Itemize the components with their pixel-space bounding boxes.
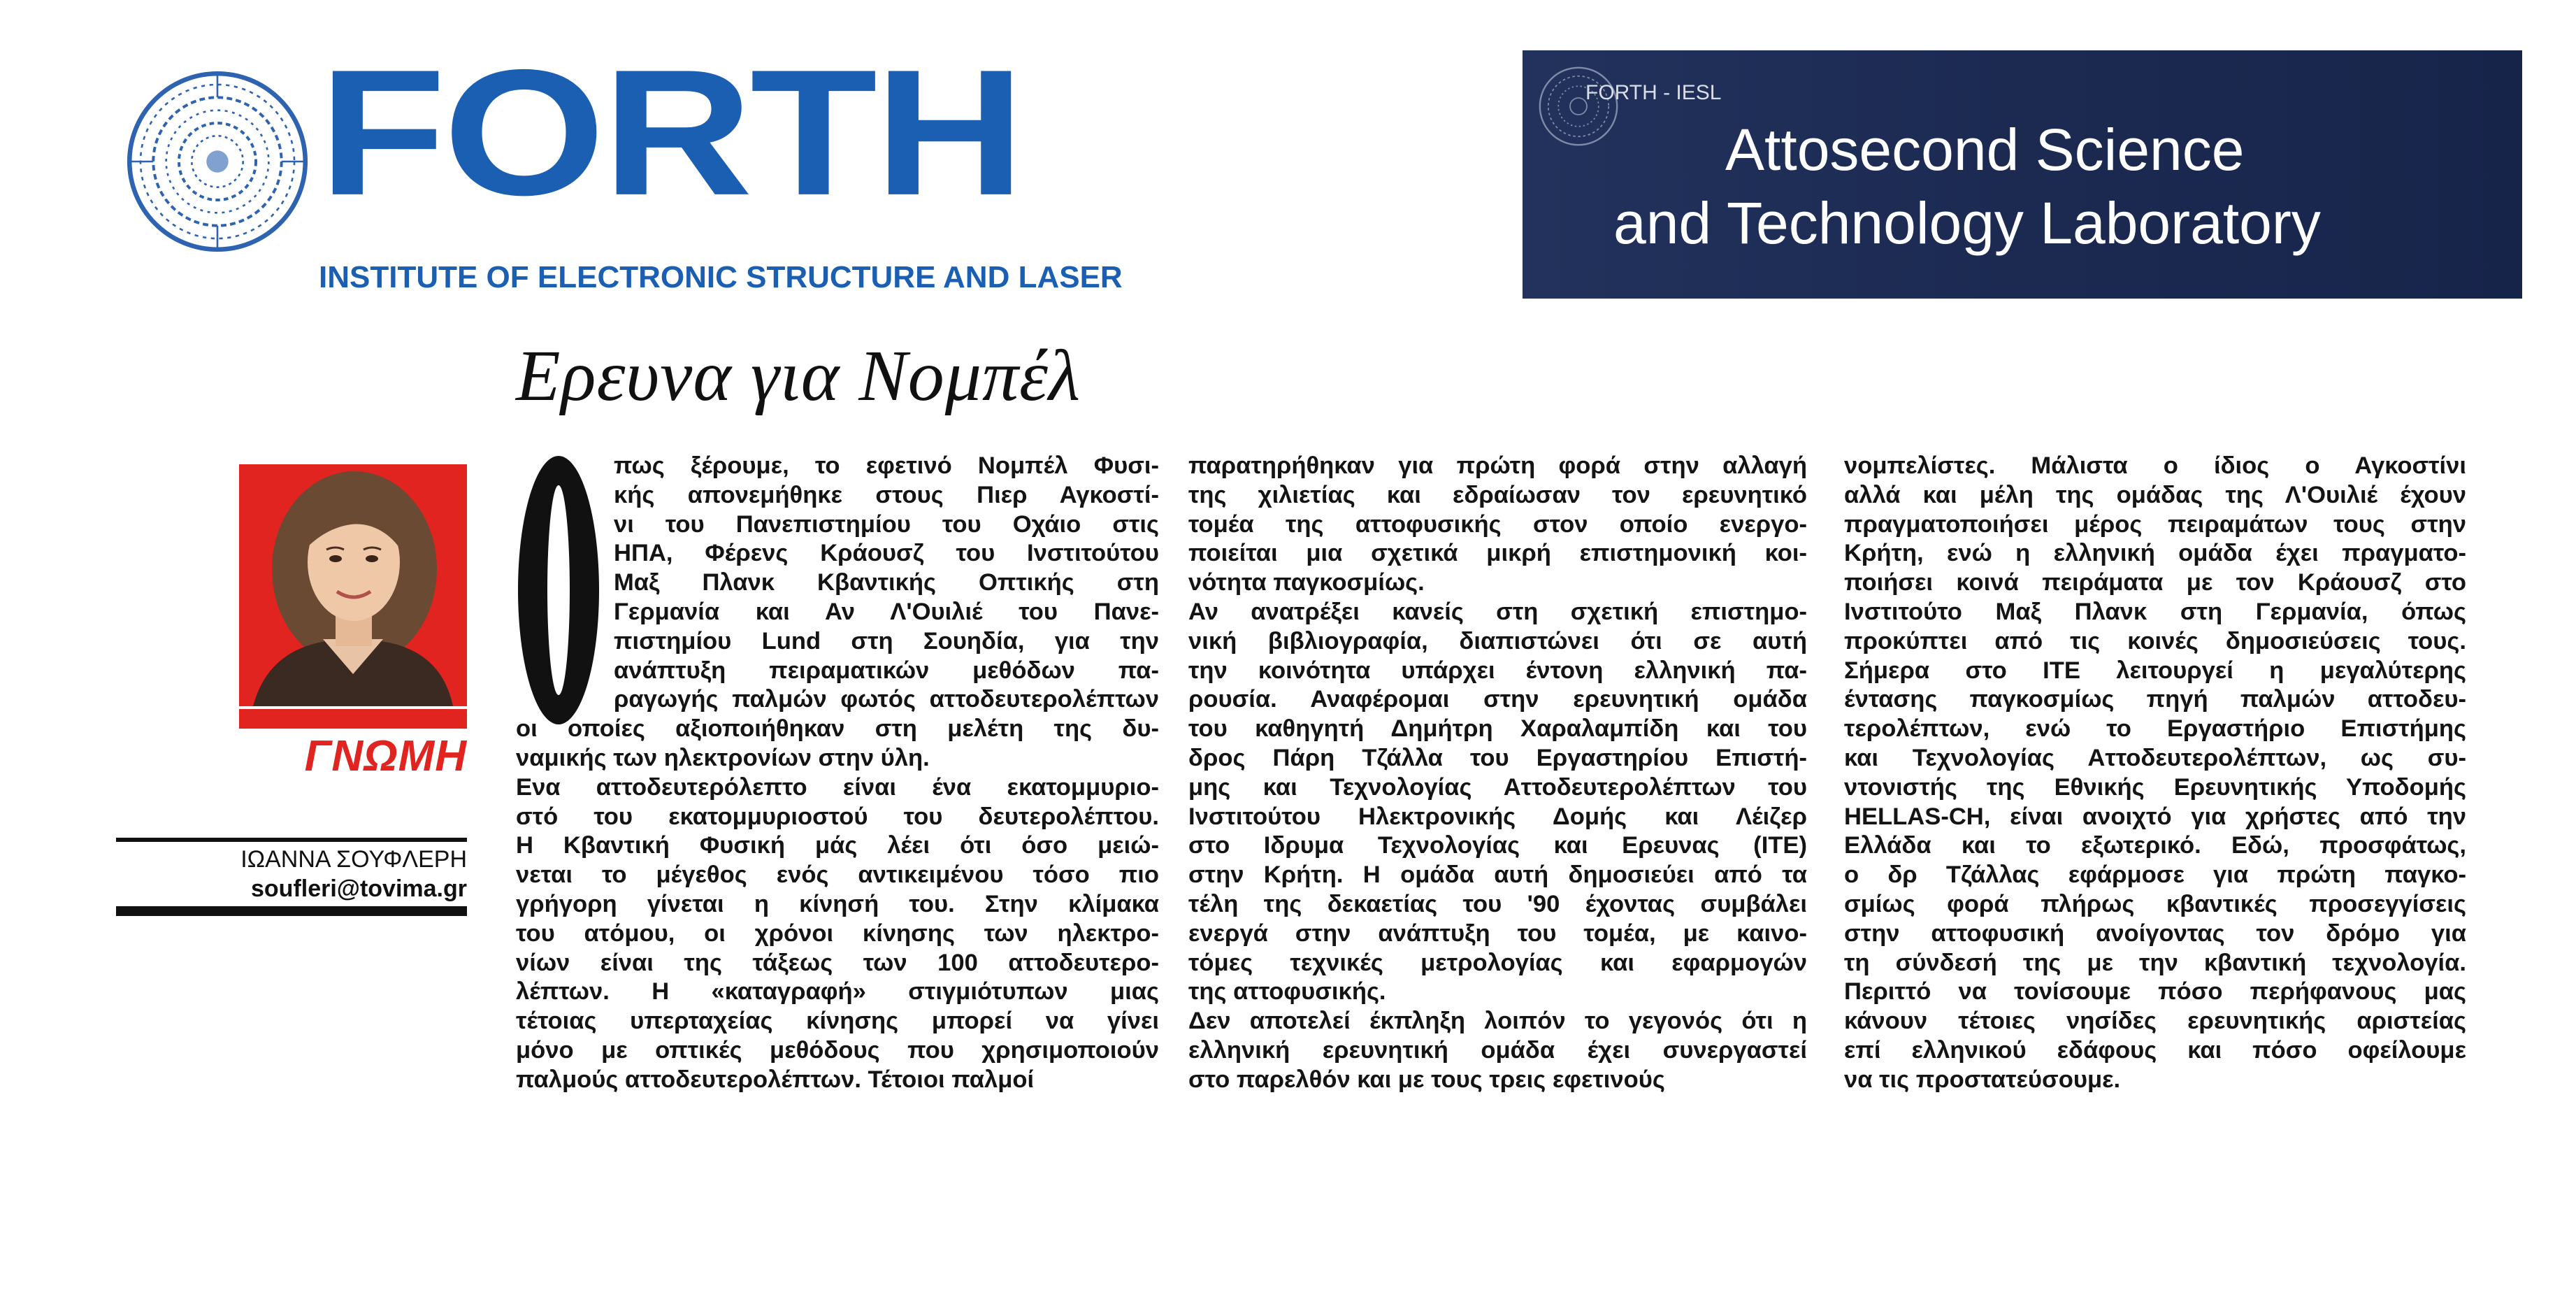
article-line: τέτοιας υπερταχείας κίνησης μπορεί να γίνει [516, 1008, 1159, 1035]
phaistos-disc-seal-icon [126, 70, 309, 253]
article-line: στο παρελθόν και με τους τρεις εφετινούς [1188, 1066, 1665, 1093]
article-line: Κρήτη, ενώ η ελληνική ομάδα έχει πραγματο- [1844, 540, 2466, 567]
article-column-1 [516, 452, 1159, 1095]
article-line: ραγωγής παλμών φωτός αττοδευτερολέπτων [614, 686, 1159, 713]
article-line: του καθηγητή Δημήτρη Χαραλαμπίδη και του [1188, 715, 1807, 743]
article-line: Ινστιτούτο Μαξ Πλανκ στη Γερμανία, όπως [1844, 598, 2466, 625]
article-line: πιστημίου Lund στη Σουηδία, για την [614, 627, 1159, 654]
article-line: Γερμανία και Αν Λ'Ουιλιέ του Πανε- [614, 598, 1159, 625]
banner-line-1: Attosecond Science [1725, 117, 2245, 183]
article-line: Ελλάδα και το εξωτερικό. Εδώ, προσφάτως, [1844, 832, 2466, 859]
article-line: ο δρ Τζάλλας εφάρμοσε για πρώτη παγκο- [1844, 861, 2466, 889]
article-title: Ερευνα για Νομπέλ [516, 336, 1081, 416]
opinion-red-bar [239, 709, 467, 729]
article-line: δρος Πάρη Τζάλλα του Εργαστηρίου Επιστή- [1188, 744, 1807, 771]
forth-subtitle: INSTITUTE OF ELECTRONIC STRUCTURE AND LASER [319, 260, 1123, 294]
article-line: ρουσία. Αναφέρομαι στην ερευνητική ομάδα [1188, 686, 1807, 713]
article-line: ποιήσει κοινά πειράματα με τον Κράουσζ στο [1844, 569, 2466, 596]
article-line: τομέα της αττοφυσικής στον οποίο ενεργο- [1188, 510, 1807, 538]
article-line: ποιείται μια σχετικά μικρή επιστημονική κοι- [1188, 540, 1807, 567]
author-rule-top [116, 838, 467, 842]
author-photo [239, 464, 467, 706]
article-line: ελληνική ερευνητική ομάδα έχει συνεργαστεί [1188, 1036, 1807, 1064]
article-line: αλλά και μέλη της ομάδας της Λ'Ουιλιέ έχουν [1844, 481, 2466, 508]
article-line: στό του εκατομμυριοστού του δευτερολέπτου. [516, 803, 1159, 830]
article-line: οι οποίες αξιοποιήθηκαν στη μελέτη της δυ- [516, 715, 1159, 743]
article-line: τέλη της δεκαετίας του '90 έχοντας συμβάλει [1188, 890, 1807, 917]
article-line: την κοινότητα υπάρχει έντονη ελληνική πα- [1188, 657, 1807, 684]
article-line: πως ξέρουμε, το εφετινό Νομπέλ Φυσι- [614, 452, 1159, 479]
article-line: τόμες τεχνικές μετρολογίας και εφαρμογών [1188, 949, 1807, 976]
article-line: Ενα αττοδευτερόλεπτο είναι ένα εκατομμυριο- [516, 773, 1159, 801]
article-line: Ινστιτούτου Ηλεκτρονικής Δομής και Λέιζερ [1188, 803, 1807, 830]
article-line: και Τεχνολογίας Αττοδευτερολέπτων, ως συ- [1844, 744, 2466, 771]
article-line: νότητα παγκοσμίως. [1188, 569, 1425, 596]
article-line: ναμικής των ηλεκτρονίων στην ύλη. [516, 744, 930, 771]
article-line: τη σύνδεσή της με την κβαντική τεχνολογία. [1844, 949, 2466, 976]
article-line: Μαξ Πλανκ Κβαντικής Οπτικής στη [614, 569, 1159, 596]
banner-line-2: and Technology Laboratory [1613, 190, 2321, 256]
article-line: τερολέπτων, ενώ το Εργαστήριο Επιστήμης [1844, 715, 2466, 743]
article-line: πραγματοποιήσει μέρος πειραμάτων τους στην [1844, 510, 2466, 538]
article-line: Περιττό να τονίσουμε πόσο περήφανους μας [1844, 978, 2466, 1006]
section-label: ΓΝΩΜΗ [304, 732, 467, 780]
article-line: ενεργά στην ανάπτυξη του τομέα, με καινο- [1188, 920, 1807, 947]
article-line: στην Κρήτη. Η ομάδα αυτή δημοσιεύει από τα [1188, 861, 1807, 889]
article-line: γρήγορη γίνεται η κίνησή του. Στην κλίμακα [516, 890, 1159, 917]
phaistos-disc-small-icon [1537, 64, 1620, 148]
forth-wordmark: FORTH [319, 32, 1023, 233]
article-line: σμίως φορά πλήρως κβαντικές προσεγγίσεις [1844, 890, 2466, 917]
article-line: HELLAS-CH, είναι ανοιχτό για χρήστες από την [1844, 803, 2466, 830]
article-line: να τις προστατεύσουμε. [1844, 1066, 2121, 1093]
article-line: ΗΠΑ, Φέρενς Κράουσζ του Ινστιτούτου [614, 540, 1159, 567]
article-line: λέπτων. Η «καταγραφή» στιγμιότυπων μιας [516, 978, 1159, 1006]
article-line: κάνουν τέτοιες νησίδες ερευνητικής αριστείας [1844, 1008, 2466, 1035]
article-column-3 [1844, 452, 2466, 1095]
article-line: νομπελίστες. Μάλιστα ο ίδιος ο Αγκοστίνι [1844, 452, 2466, 479]
article-line: Η Κβαντική Φυσική μάς λέει ότι όσο μειώ- [516, 832, 1159, 859]
article-line: νι του Πανεπιστημίου του Οχάιο στις [614, 510, 1159, 538]
article-line: Αν ανατρέξει κανείς στη σχετική επιστημο- [1188, 598, 1807, 625]
author-portrait-image [239, 464, 467, 706]
article-line: του ατόμου, οι χρόνοι κίνησης των ηλεκτρο- [516, 920, 1159, 947]
attosecond-lab-banner [1523, 50, 2522, 299]
author-rule-bottom [116, 906, 467, 916]
article-line: προκύπτει από τις κοινές δημοσιεύσεις τους. [1844, 627, 2466, 654]
article-line: νεται το μέγεθος ενός αντικειμένου τόσο πιο [516, 861, 1159, 889]
article-line: παλμούς αττοδευτερολέπτων. Τέτοιοι παλμοί [516, 1066, 1035, 1093]
banner-tag: FORTH - IESL [1585, 81, 1722, 104]
article-line: παρατηρήθηκαν για πρώτη φορά στην αλλαγή [1188, 452, 1807, 479]
article-line: επί ελληνικού εδάφους και πόσο οφείλουμε [1844, 1036, 2466, 1064]
article-line: Σήμερα στο ΙΤΕ λειτουργεί η μεγαλύτερης [1844, 657, 2466, 684]
article-line: μόνο με οπτικές μεθόδους που χρησιμοποιούν [516, 1036, 1159, 1064]
article-line: νική βιβλιογραφία, διαπιστώνει ότι σε αυτή [1188, 627, 1807, 654]
article-line: νίων είναι της τάξεως των 100 αττοδευτερο- [516, 949, 1159, 976]
article-line: έντασης παγκοσμίως πηγή παλμών αττοδευ- [1844, 686, 2466, 713]
article-column-2 [1188, 452, 1807, 1095]
article-line: ντονιστής της Εθνικής Ερευνητικής Υποδομής [1844, 773, 2466, 801]
article-line: Δεν αποτελεί έκπληξη λοιπόν το γεγονός ότι η [1188, 1008, 1807, 1035]
author-name: ΙΩΑΝΝΑ ΣΟΥΦΛΕΡΗ [240, 846, 467, 873]
forth-logo [126, 32, 1123, 301]
article-line: κής απονεμήθηκε στους Πιερ Αγκοστί- [614, 481, 1159, 508]
article-line: στην αττοφυσική ανοίγοντας τον δρόμο για [1844, 920, 2466, 947]
article-line: μης και Τεχνολογίας Αττοδευτερολέπτων του [1188, 773, 1807, 801]
author-email: soufleri@tovima.gr [251, 875, 467, 902]
article-line: της χιλιετίας και εδραίωσαν τον ερευνητικό [1188, 481, 1807, 508]
article-line: ανάπτυξη πειραματικών μεθόδων πα- [614, 657, 1159, 684]
article-line: στο Ιδρυμα Τεχνολογίας και Ερευνας (ΙΤΕ) [1188, 832, 1807, 859]
article-line: της αττοφυσικής. [1188, 978, 1386, 1006]
